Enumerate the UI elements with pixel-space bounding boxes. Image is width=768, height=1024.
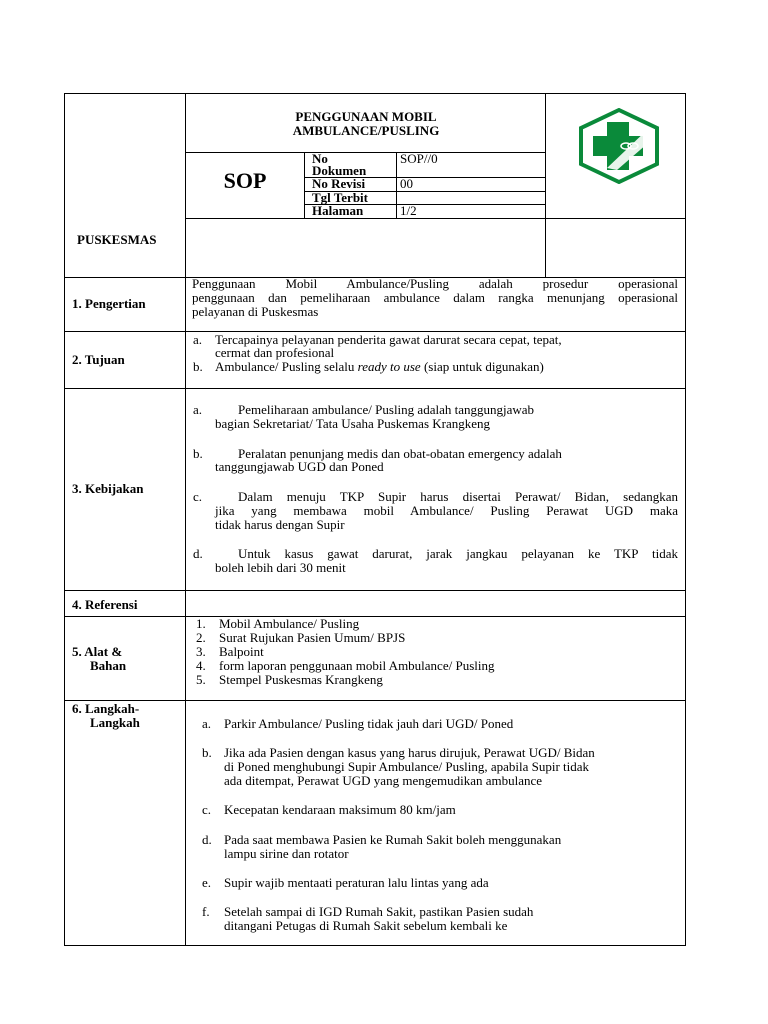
langkah-marker-a: a. (202, 716, 212, 731)
langkah-f-line-1: Setelah sampai di IGD Rumah Sakit, pastikan Pasien sudah (224, 904, 534, 919)
langkah-b-line-1: Jika ada Pasien dengan kasus yang harus dirujuk, Perawat UGD/ Bidan (224, 745, 595, 760)
sop-label: SOP (223, 168, 267, 193)
tujuan-b-post: (siap untuk digunakan) (420, 359, 544, 374)
row-divider-kebijakan (65, 388, 686, 389)
tujuan-marker-b: b. (193, 359, 203, 374)
langkah-d-line-1: Pada saat membawa Pasien ke Rumah Sakit boleh menggunakan (224, 832, 562, 847)
alat-marker-4: 4. (196, 658, 206, 673)
alat-marker-5: 5. (196, 672, 206, 687)
row-divider-alat (65, 616, 686, 617)
meta-value-divider (396, 152, 397, 218)
tujuan-a-line-1: Tercapainya pelayanan penderita gawat darurat secara cepat, tepat, (215, 332, 562, 347)
tujuan-b-italic: ready to use (357, 359, 421, 374)
document-frame (64, 93, 686, 946)
kebijakan-c-line-2: jika yang membawa mobil Ambulance/ Pusling Perawat UGD maka (215, 503, 678, 518)
meta-label-no-dokumen-2: Dokumen (312, 163, 367, 178)
kebijakan-d-line-2: boleh lebih dari 30 menit (215, 560, 346, 575)
alat-item-1: Mobil Ambulance/ Pusling (219, 616, 360, 631)
meta-label-halaman: Halaman (312, 203, 364, 218)
pengertian-line-1: Penggunaan Mobil Ambulance/Pusling adalah prosedur operasional (192, 276, 678, 291)
langkah-b-line-3: ada ditempat, Perawat UGD yang mengemudikan ambulance (224, 773, 543, 788)
label-tujuan: 2. Tujuan (72, 352, 125, 367)
langkah-a-line-1: Parkir Ambulance/ Pusling tidak jauh dari UGD/ Poned (224, 716, 514, 731)
tujuan-b-pre: Ambulance/ Pusling selalu (215, 359, 358, 374)
kebijakan-marker-d: d. (193, 546, 203, 561)
meta-label-no-revisi: No Revisi (312, 176, 366, 191)
langkah-d-line-2: lampu sirine dan rotator (224, 846, 349, 861)
left-column-divider (185, 93, 186, 946)
row-divider-langkah (65, 700, 686, 701)
label-langkah-line-1: 6. Langkah- (72, 701, 140, 716)
title-divider (186, 152, 546, 153)
meta-value-no-revisi: 00 (400, 176, 413, 191)
health-cross-logo-icon (577, 108, 661, 184)
document-title-line1: PENGGUNAAN MOBIL (295, 109, 437, 124)
document-title-line2: AMBULANCE/PUSLING (292, 123, 440, 138)
org-label: PUSKESMAS (77, 232, 157, 247)
meta-column-divider (304, 152, 305, 218)
row-divider-referensi (65, 590, 686, 591)
kebijakan-b-line-1: Peralatan penunjang medis dan obat-obatan emergency adalah (238, 446, 562, 461)
langkah-marker-f: f. (202, 904, 210, 919)
kebijakan-marker-c: c. (193, 489, 203, 504)
alat-marker-2: 2. (196, 630, 206, 645)
pengertian-line-3: pelayanan di Puskesmas (192, 304, 319, 319)
kebijakan-marker-a: a. (193, 402, 203, 417)
kebijakan-a-line-2: bagian Sekretariat/ Tata Usaha Puskemas Krangkeng (215, 416, 491, 431)
label-referensi: 4. Referensi (72, 597, 138, 612)
langkah-marker-d: d. (202, 832, 212, 847)
langkah-e-line-1: Supir wajib mentaati peraturan lalu lintas yang ada (224, 875, 489, 890)
meta-label-tgl-terbit: Tgl Terbit (312, 190, 368, 205)
tujuan-marker-a: a. (193, 332, 203, 347)
kebijakan-b-line-2: tanggungjawab UGD dan Poned (215, 459, 384, 474)
label-alat-line-1: 5. Alat & (72, 644, 123, 659)
langkah-c-line-1: Kecepatan kendaraan maksimum 80 km/jam (224, 802, 456, 817)
langkah-marker-e: e. (202, 875, 212, 890)
meta-value-no-dokumen: SOP//0 (400, 151, 438, 166)
langkah-marker-b: b. (202, 745, 212, 760)
tujuan-b-text (215, 360, 544, 374)
header-bottom-divider (186, 218, 686, 219)
alat-item-5: Stempel Puskesmas Krangkeng (219, 672, 383, 687)
pengertian-line-2: penggunaan dan pemeliharaan ambulance dalam rangka menunjang operasional (192, 290, 678, 305)
alat-item-3: Balpoint (219, 644, 264, 659)
kebijakan-c-line-1: Dalam menuju TKP Supir harus disertai Perawat/ Bidan, sedangkan (238, 489, 678, 504)
alat-item-2: Surat Rujukan Pasien Umum/ BPJS (219, 630, 406, 645)
label-kebijakan: 3. Kebijakan (72, 481, 144, 496)
alat-marker-1: 1. (196, 616, 206, 631)
meta-label-no-dokumen-1: No (312, 151, 328, 166)
alat-marker-3: 3. (196, 644, 206, 659)
kebijakan-a-line-1: Pemeliharaan ambulance/ Pusling adalah tanggungjawab (238, 402, 535, 417)
kebijakan-d-line-1: Untuk kasus gawat darurat, jarak jangkau pelayanan ke TKP tidak (238, 546, 678, 561)
label-pengertian: 1. Pengertian (72, 296, 146, 311)
langkah-marker-c: c. (202, 802, 212, 817)
alat-item-4: form laporan penggunaan mobil Ambulance/ Pusling (219, 658, 495, 673)
tujuan-a-line-2: cermat dan profesional (215, 345, 335, 360)
label-alat-line-2: Bahan (90, 658, 127, 673)
kebijakan-marker-b: b. (193, 446, 203, 461)
langkah-f-line-2: ditangani Petugas di Rumah Sakit sebelum kembali ke (224, 918, 508, 933)
langkah-b-line-2: di Poned menghubungi Supir Ambulance/ Pusling, apabila Supir tidak (224, 759, 590, 774)
label-langkah-line-2: Langkah (90, 715, 140, 730)
meta-value-halaman: 1/2 (400, 203, 417, 218)
kebijakan-c-line-3: tidak harus dengan Supir (215, 517, 345, 532)
